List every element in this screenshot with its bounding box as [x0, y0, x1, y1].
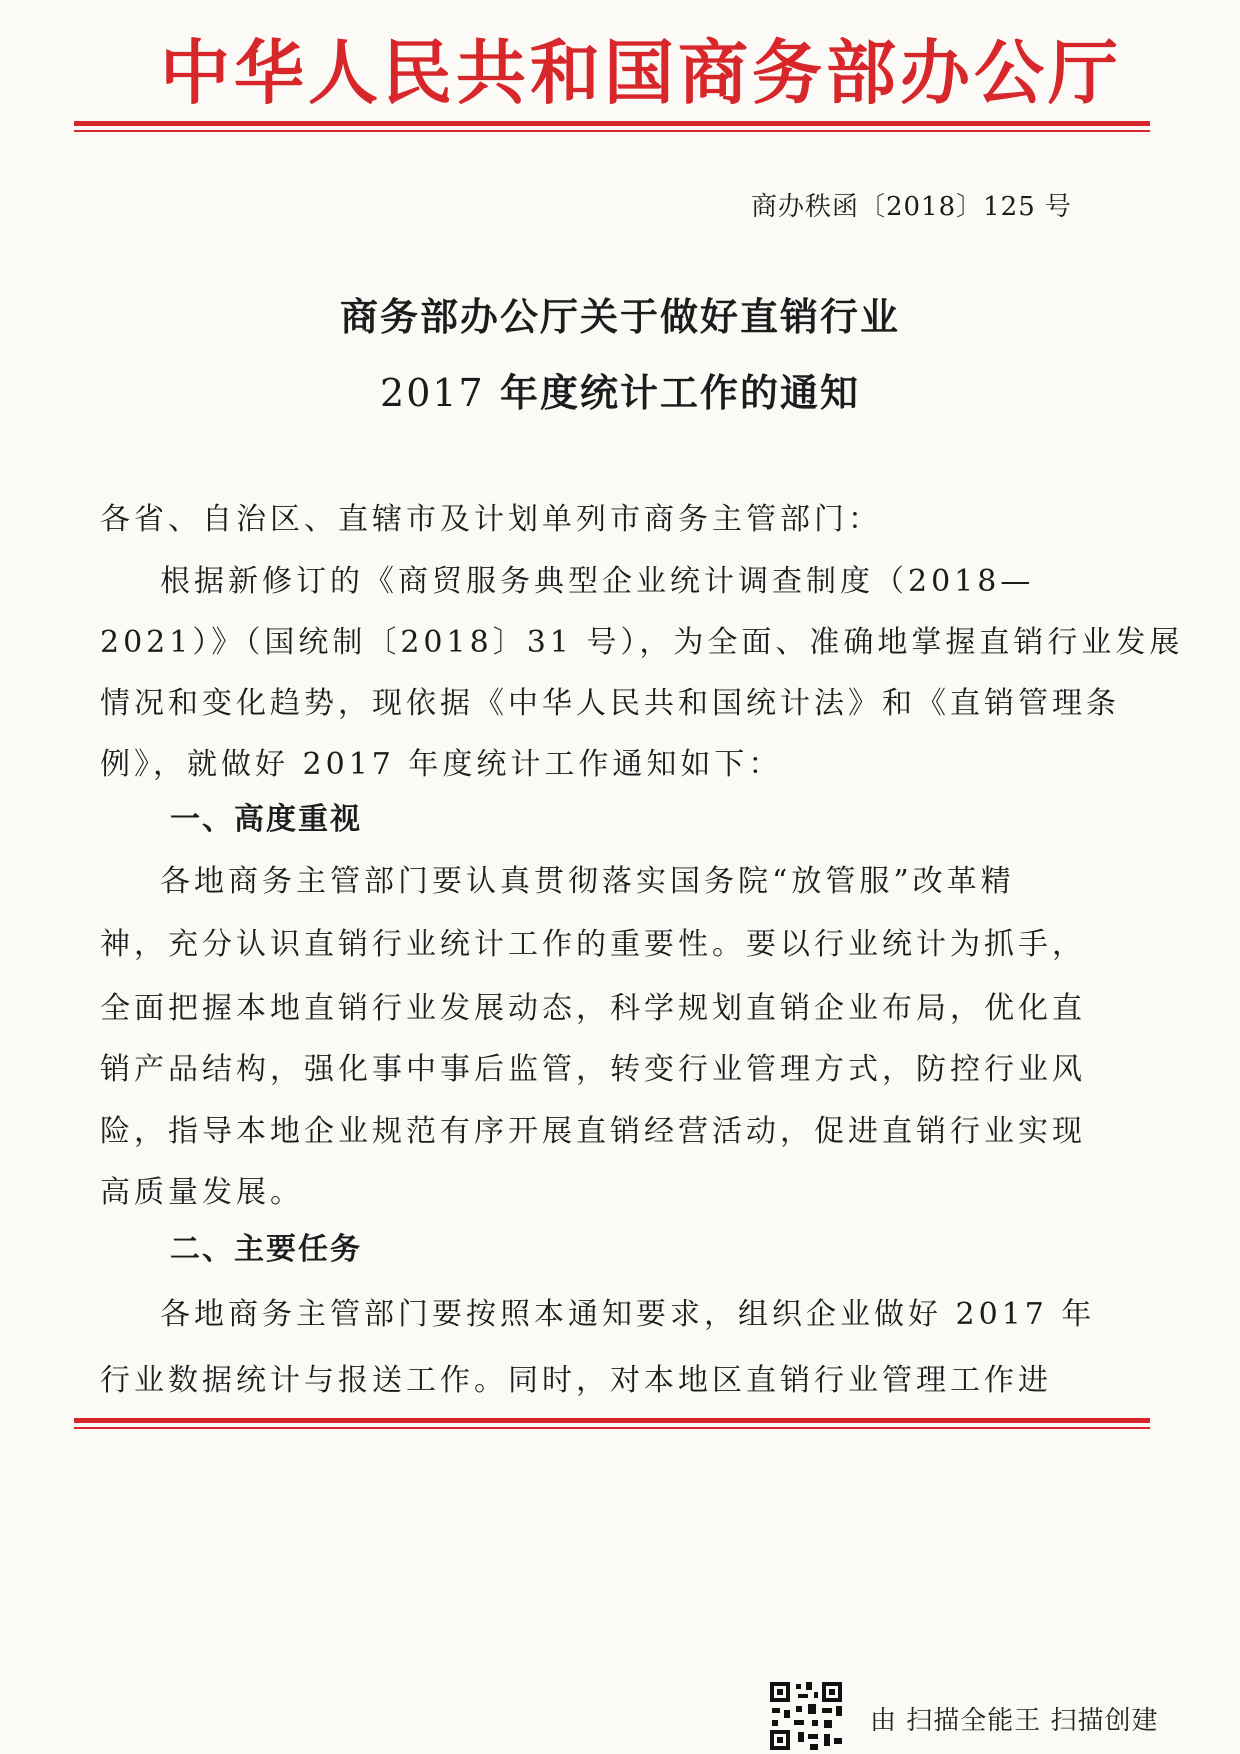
letterhead-rule-thick [74, 121, 1150, 126]
footer-rule-thick [74, 1418, 1150, 1423]
footer-rule-thin [74, 1427, 1150, 1429]
scanner-watermark-text: 由 扫描全能王 扫描创建 [870, 1706, 1159, 1736]
letterhead-rule-thin [74, 130, 1150, 132]
document-title-line2 [0, 362, 1240, 417]
section1-line: 神，充分认识直销行业统计工作的重要性。要以行业统计为抓手， [100, 927, 1086, 962]
section2-line: 各地商务主管部门要按照本通知要求，组织企业做好 2017 年 [160, 1297, 1096, 1332]
intro-line: 2021）》（国统制〔2018〕31 号），为全面、准确地掌握直销行业发展 [100, 625, 1184, 660]
section2-line: 行业数据统计与报送工作。同时，对本地区直销行业管理工作进 [100, 1363, 1052, 1398]
intro-line: 根据新修订的《商贸服务典型企业统计调查制度（2018— [160, 564, 1035, 599]
section1-line: 销产品结构，强化事中事后监管，转变行业管理方式，防控行业风 [100, 1052, 1086, 1087]
document-number: 商办秩函〔2018〕125 号 [750, 192, 1072, 222]
intro-line: 情况和变化趋势，现依据《中华人民共和国统计法》和《直销管理条 [100, 686, 1120, 721]
letterhead-title: 中华人民共和国商务部办公厅 [160, 32, 1122, 114]
intro-line: 例》，就做好 2017 年度统计工作通知如下： [100, 747, 783, 782]
title-year: 2017 [380, 371, 485, 415]
qr-code-icon [768, 1680, 844, 1752]
title-line2-text: 年度统计工作的通知 [499, 371, 860, 415]
addressee: 各省、自治区、直辖市及计划单列市商务主管部门： [100, 502, 882, 537]
section-heading-1: 一、高度重视 [170, 802, 362, 837]
section1-line: 全面把握本地直销行业发展动态，科学规划直销企业布局，优化直 [100, 991, 1086, 1026]
document-title-line1: 商务部办公厅关于做好直销行业 [339, 295, 900, 339]
section1-line: 高质量发展。 [100, 1175, 304, 1210]
section1-line: 各地商务主管部门要认真贯彻落实国务院“放管服”改革精 [160, 864, 1015, 899]
section-heading-2: 二、主要任务 [170, 1232, 362, 1267]
section1-line: 险，指导本地企业规范有序开展直销经营活动，促进直销行业实现 [100, 1114, 1086, 1149]
